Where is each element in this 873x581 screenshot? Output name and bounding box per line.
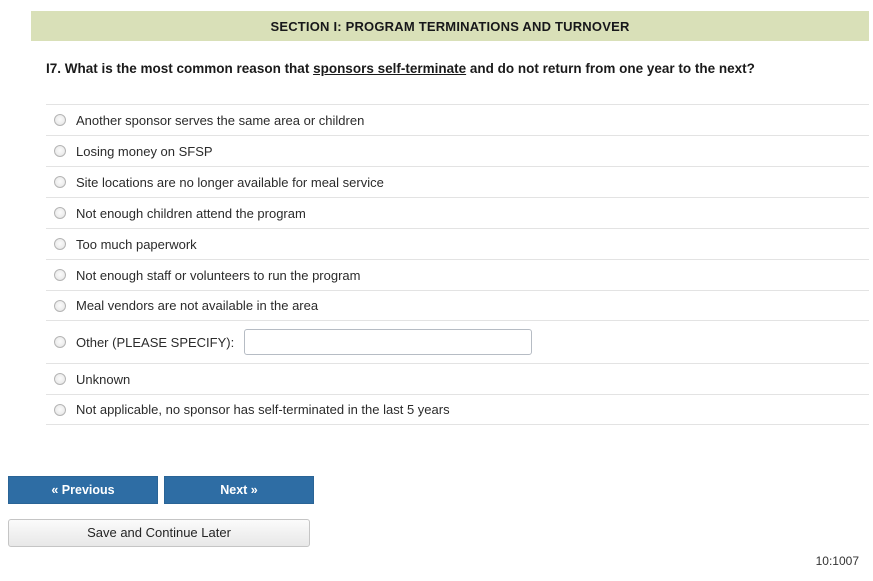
next-button[interactable]: Next » xyxy=(164,476,314,504)
question-number: I7. xyxy=(46,61,62,76)
section-header-title: SECTION I: PROGRAM TERMINATIONS AND TURNOVER xyxy=(270,18,630,34)
option-label: Not enough staff or volunteers to run the program xyxy=(76,267,361,283)
option-label: Another sponsor serves the same area or children xyxy=(76,112,365,128)
option-label: Meal vendors are not available in the area xyxy=(76,298,319,313)
radio-icon[interactable] xyxy=(54,207,66,219)
question-text xyxy=(46,60,846,78)
question-text-before: What is the most common reason that xyxy=(64,61,314,76)
radio-icon[interactable] xyxy=(54,373,66,385)
option-row[interactable] xyxy=(46,259,869,290)
option-row[interactable] xyxy=(46,228,869,259)
footer-code: 10:1007 xyxy=(815,554,859,568)
navigation-buttons xyxy=(8,476,314,504)
radio-icon[interactable] xyxy=(54,269,66,281)
option-label: Too much paperwork xyxy=(76,236,197,252)
option-row[interactable] xyxy=(46,135,869,166)
radio-icon[interactable] xyxy=(54,404,66,416)
option-label: Not applicable, no sponsor has self-terminated in the last 5 years xyxy=(76,402,450,417)
section-header-bar xyxy=(31,11,869,41)
save-and-continue-later-button[interactable]: Save and Continue Later xyxy=(8,519,310,547)
option-label-other: Other (PLEASE SPECIFY): xyxy=(76,334,235,350)
option-row[interactable] xyxy=(46,394,869,425)
radio-icon[interactable] xyxy=(54,238,66,250)
option-label: Site locations are no longer available for meal service xyxy=(76,174,384,190)
option-row[interactable] xyxy=(46,363,869,394)
previous-button[interactable]: « Previous xyxy=(8,476,158,504)
option-row[interactable] xyxy=(46,290,869,321)
option-label: Unknown xyxy=(76,371,131,387)
option-row[interactable] xyxy=(46,104,869,135)
radio-icon[interactable] xyxy=(54,114,66,126)
radio-icon[interactable] xyxy=(54,336,66,348)
option-row[interactable] xyxy=(46,197,869,228)
option-row-other[interactable] xyxy=(46,321,869,363)
radio-icon[interactable] xyxy=(54,176,66,188)
options-list xyxy=(46,104,869,425)
radio-icon[interactable] xyxy=(54,300,66,312)
question-text-after: and do not return from one year to the next? xyxy=(466,61,755,76)
option-label: Losing money on SFSP xyxy=(76,143,213,159)
question-underlined-phrase: sponsors self-terminate xyxy=(313,61,467,76)
option-label: Not enough children attend the program xyxy=(76,205,306,221)
radio-icon[interactable] xyxy=(54,145,66,157)
other-specify-input[interactable] xyxy=(244,329,532,355)
option-row[interactable] xyxy=(46,166,869,197)
